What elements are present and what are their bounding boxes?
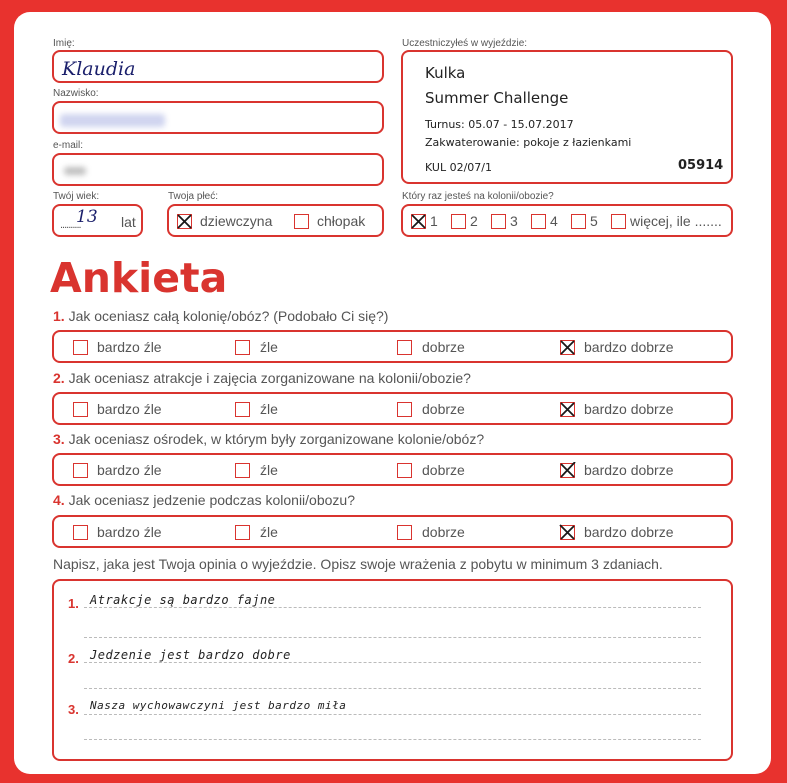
q3-option-2-checkbox[interactable] [235,463,250,478]
question-2 [53,370,471,386]
writing-line [84,688,701,689]
q4-option-2-checkbox[interactable] [235,525,250,540]
writing-line [84,637,701,638]
camp-name: Kulka [425,64,466,82]
camp-accommodation: Zakwaterowanie: pokoje z łazienkami [425,136,632,149]
rating-row-3 [52,453,733,486]
rating-row-1 [52,330,733,363]
check-x-icon [559,401,576,418]
q3-option-4-checkbox[interactable] [560,463,575,478]
name-field[interactable] [52,50,384,83]
question-text: Jak oceniasz ośrodek, w którym były zorganizowane kolonie/obóz? [68,431,485,447]
question-1 [53,308,388,324]
q4-option-1-checkbox[interactable] [73,525,88,540]
question-number: 1. [53,308,65,324]
q4-option-4-checkbox[interactable] [560,525,575,540]
question-text: Jak oceniasz całą kolonię/obóz? (Podobało Ci się?) [68,308,389,324]
q3-option-3-checkbox[interactable] [397,463,412,478]
times-field [401,204,733,237]
writing-line [84,714,701,715]
gender-field [167,204,384,237]
times-4-label: 4 [550,213,558,229]
times-3-checkbox[interactable] [491,214,506,229]
option-label: źle [260,524,278,540]
camp-code: KUL 02/07/1 [425,161,492,174]
rating-row-4 [52,515,733,548]
camp-info-box [401,50,733,184]
option-label: bardzo źle [97,524,162,540]
surname-label: Nazwisko: [53,88,99,99]
opinion-text: Jedzenie jest bardzo dobre [90,648,291,662]
gender-female-label: dziewczyna [200,213,273,229]
times-3-label: 3 [510,213,518,229]
age-field[interactable] [52,204,143,237]
option-label: dobrze [422,462,465,478]
times-1-label: 1 [430,213,438,229]
question-3 [53,431,484,447]
age-label: Twój wiek: [53,191,100,202]
name-value: Klaudia [62,58,136,80]
camp-dates: Turnus: 05.07 - 15.07.2017 [425,118,574,131]
redacted-email [64,167,86,175]
times-1-checkbox[interactable] [411,214,426,229]
rating-row-2 [52,392,733,425]
option-label: bardzo dobrze [584,462,674,478]
times-more-checkbox[interactable] [611,214,626,229]
question-text: Jak oceniasz jedzenie podczas kolonii/obozu? [68,492,355,508]
age-suffix: lat [121,214,136,230]
gender-male-label: chłopak [317,213,366,229]
question-4 [53,492,355,508]
q1-option-4-checkbox[interactable] [560,340,575,355]
q2-option-3-checkbox[interactable] [397,402,412,417]
email-field[interactable] [52,153,384,186]
times-5-label: 5 [590,213,598,229]
opinion-number: 3. [68,702,79,717]
q4-option-3-checkbox[interactable] [397,525,412,540]
opinion-box[interactable] [52,579,733,761]
age-dots: .......... [60,219,81,231]
gender-female-checkbox[interactable] [177,214,192,229]
option-label: dobrze [422,401,465,417]
surname-field[interactable] [52,101,384,134]
question-number: 2. [53,370,65,386]
camp-program: Summer Challenge [425,89,569,107]
camp-label: Uczestniczyłeś w wyjeździe: [402,38,528,49]
q1-option-3-checkbox[interactable] [397,340,412,355]
option-label: źle [260,401,278,417]
survey-sheet [14,12,771,774]
email-label: e-mail: [53,140,84,151]
camp-number: 05914 [678,158,724,173]
check-x-icon [559,524,576,541]
page-title: Ankieta [50,254,228,302]
opinion-prompt: Napisz, jaka jest Twoja opinia o wyjeździe. Opisz swoje wrażenia z pobytu w minimum 3 zdaniach. [53,556,663,572]
option-label: źle [260,339,278,355]
redacted-surname [60,114,165,127]
times-4-checkbox[interactable] [531,214,546,229]
times-5-checkbox[interactable] [571,214,586,229]
gender-male-checkbox[interactable] [294,214,309,229]
age-value: 13 [76,207,98,227]
writing-line [84,607,701,608]
option-label: źle [260,462,278,478]
writing-line [84,662,701,663]
times-label: Który raz jesteś na kolonii/obozie? [402,191,554,202]
question-number: 3. [53,431,65,447]
times-2-label: 2 [470,213,478,229]
option-label: dobrze [422,524,465,540]
name-label: Imię: [53,38,75,49]
option-label: dobrze [422,339,465,355]
opinion-number: 2. [68,651,79,666]
option-label: bardzo dobrze [584,339,674,355]
check-x-icon [559,462,576,479]
q2-option-2-checkbox[interactable] [235,402,250,417]
q2-option-1-checkbox[interactable] [73,402,88,417]
option-label: bardzo źle [97,462,162,478]
question-number: 4. [53,492,65,508]
option-label: bardzo źle [97,339,162,355]
q2-option-4-checkbox[interactable] [560,402,575,417]
option-label: bardzo źle [97,401,162,417]
question-text: Jak oceniasz atrakcje i zajęcia zorganizowane na kolonii/obozie? [68,370,471,386]
check-x-icon [176,213,193,230]
opinion-number: 1. [68,596,79,611]
times-2-checkbox[interactable] [451,214,466,229]
check-x-icon [559,339,576,356]
option-label: bardzo dobrze [584,524,674,540]
check-x-icon [410,213,427,230]
gender-label: Twoja płeć: [168,191,219,202]
q1-option-2-checkbox[interactable] [235,340,250,355]
option-label: bardzo dobrze [584,401,674,417]
q1-option-1-checkbox[interactable] [73,340,88,355]
q3-option-1-checkbox[interactable] [73,463,88,478]
opinion-text: Nasza wychowawczyni jest bardzo miła [90,699,347,712]
times-more-label: więcej, ile ....... [630,213,722,229]
opinion-text: Atrakcje są bardzo fajne [90,593,276,607]
writing-line [84,739,701,740]
